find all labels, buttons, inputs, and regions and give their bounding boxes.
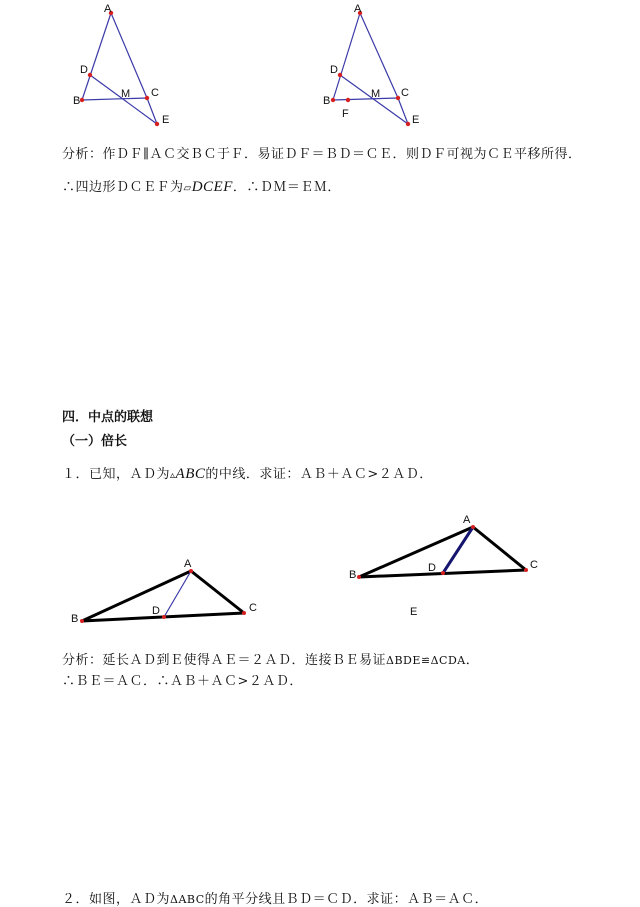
- label-d: D: [428, 562, 436, 574]
- analysis-2-prefix: 分析：延长ＡＤ到Ｅ使得ＡＥ＝２ＡＤ．连接ＢＥ易证: [62, 653, 387, 668]
- label-c: C: [530, 559, 538, 571]
- label-b: B: [349, 569, 357, 581]
- point-a: [471, 525, 475, 529]
- figure-3-triangle: [60, 550, 280, 630]
- point-d: [338, 73, 342, 77]
- triangle-icon: ▵: [170, 470, 176, 481]
- point-d: [88, 73, 92, 77]
- triangle-name: ABC: [175, 466, 206, 482]
- point-c: [145, 96, 149, 100]
- label-d: D: [330, 64, 338, 76]
- label-a: A: [463, 514, 471, 526]
- label-b: B: [73, 95, 81, 107]
- segment-ac: [360, 13, 398, 98]
- label-c: C: [249, 602, 257, 614]
- point-b: [331, 98, 335, 102]
- segment-bc: [333, 98, 398, 100]
- point-e: [155, 122, 159, 126]
- segment-ac: [473, 527, 526, 570]
- section-title: 四．中点的联想: [62, 410, 154, 425]
- parallelogram-name: DCEF: [191, 179, 233, 195]
- problem-1-suffix: 的中线．求证：ＡＢ＋ＡＣ>２ＡＤ．: [205, 467, 433, 482]
- point-f: [346, 98, 350, 102]
- section-subtitle: （一）倍长: [62, 434, 128, 449]
- analysis-2-line-1: [62, 649, 479, 668]
- analysis-1-prefix: ∴四边形ＤＣＥＦ为: [62, 180, 184, 195]
- label-d: D: [80, 64, 88, 76]
- point-c: [396, 96, 400, 100]
- problem-1: [62, 463, 433, 483]
- label-c: C: [151, 87, 159, 99]
- segment-ac: [191, 571, 244, 613]
- segment-bc: [82, 98, 147, 100]
- congruence-statement: ΔBDE≌ΔCDA: [386, 654, 466, 667]
- point-e: [406, 122, 410, 126]
- figure-1-triangle: [0, 0, 240, 135]
- label-e: E: [412, 114, 420, 126]
- label-m: M: [121, 88, 131, 100]
- label-f: F: [342, 108, 349, 120]
- problem-1-prefix: １．已知，ＡＤ为: [62, 467, 171, 482]
- problem-2-suffix: 的角平分线且ＢＤ＝ＣＤ．求证：ＡＢ＝ＡＣ．: [204, 892, 489, 907]
- label-d: D: [152, 605, 160, 617]
- label-c: C: [401, 87, 409, 99]
- analysis-1-line-2: [62, 176, 341, 196]
- label-a: A: [184, 558, 192, 570]
- problem-2-prefix: ２．如图，ＡＤ为: [62, 892, 171, 907]
- parallelogram-icon: ▱: [183, 183, 192, 194]
- figure-4-triangle: [340, 510, 550, 620]
- problem-2: [62, 888, 488, 907]
- label-a: A: [354, 3, 362, 15]
- triangle-statement: ΔABC: [170, 893, 205, 906]
- label-e: E: [410, 606, 418, 618]
- label-e: E: [162, 114, 170, 126]
- segment-ab: [82, 571, 191, 621]
- point-b: [80, 619, 84, 623]
- analysis-2-end: ．: [465, 653, 480, 668]
- analysis-1-suffix: ．∴ＤＭ＝ＥＭ．: [232, 180, 341, 195]
- analysis-1-line-1: 分析：作ＤＦ∥ＡＣ交ＢＣ于Ｆ．易证ＤＦ＝ＢＤ＝ＣＥ．则ＤＦ可视为ＣＥ平移所得．: [62, 147, 582, 162]
- point-c: [524, 568, 528, 572]
- label-b: B: [323, 95, 331, 107]
- analysis-2-line-2: ∴ＢＥ＝ＡＣ．∴ＡＢ＋ＡＣ>２ＡＤ．: [62, 674, 303, 689]
- point-b: [80, 98, 84, 102]
- label-m: M: [371, 88, 381, 100]
- label-b: B: [71, 613, 79, 625]
- segment-ac: [111, 13, 147, 98]
- point-c: [242, 611, 246, 615]
- figure-2-triangle: [300, 0, 440, 135]
- label-a: A: [104, 3, 112, 15]
- point-d: [162, 615, 166, 619]
- point-b: [357, 575, 361, 579]
- point-d: [441, 571, 445, 575]
